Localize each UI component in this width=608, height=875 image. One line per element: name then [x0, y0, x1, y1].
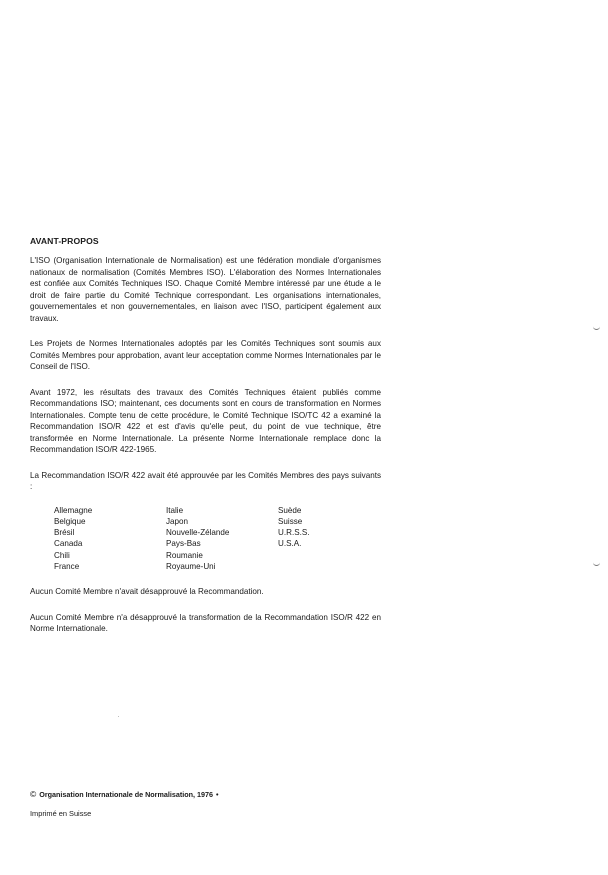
foreword-paragraph-approval: La Recommandation ISO/R 422 avait été approuvée par les Comités Membres des pays suivants :: [30, 470, 381, 491]
country-name: [278, 561, 378, 572]
foreword-paragraph-iso: L'ISO (Organisation Internationale de Normalisation) est une fédération mondiale d'organismes nationaux de normalisation (Comités Membres ISO). L'élaboration des Normes Internationales est confiée aux Comités Techniques ISO. Chaque Comité Membre intéressé par une étude a le droit de faire partie du Comité Technique correspondant. Les organisations internationales, gouvernementales et non gouvernementales, en liaison avec l'ISO, participent également aux travaux.: [30, 256, 381, 323]
country-name: Canada: [54, 539, 83, 549]
country-name: U.R.S.S.: [278, 528, 310, 538]
country-name: Belgique: [54, 516, 86, 526]
foreword-paragraph-transformation: Aucun Comité Membre n'a désapprouvé la transformation de la Recommandation ISO/R 422 en Norme Internationale.: [30, 612, 381, 634]
country-name: Italie: [166, 505, 184, 515]
country-name: Japon: [166, 516, 189, 526]
country-name: France: [54, 561, 80, 571]
country-name: Pays-Bas: [166, 539, 201, 549]
margin-tick-mark: [593, 326, 600, 330]
margin-tick-mark: [593, 562, 600, 566]
bullet-icon: •: [216, 790, 219, 799]
country-name: U.S.A.: [278, 539, 302, 549]
scan-speck: [118, 716, 119, 717]
country-name: [278, 550, 378, 561]
foreword-section: [30, 236, 381, 635]
approving-countries-list: [54, 505, 381, 573]
foreword-paragraph-projects: Les Projets de Normes Internationales adoptés par les Comités Techniques sont soumis aux Comités Membres pour approbation, avant leur acceptation comme Normes Internationales par le Conseil de l'ISO.: [30, 339, 381, 371]
foreword-paragraph-before-1972: Avant 1972, les résultats des travaux des Comités Techniques étaient publiés comme Recommandations ISO; maintenant, ces documents sont en cours de transformation en Normes Internationales. Compte tenu de cette procédure, le Comité Technique ISO/TC 42 a examiné la Recommandation ISO/R 422 et est d'avis qu'elle peut, du point de vue technique, être transformée en Norme Internationale. La présente Norme Internationale remplace donc la Recommandation ISO/R 422-1965.: [30, 387, 381, 454]
copyright-line: [30, 789, 219, 799]
copyright-text: Organisation Internationale de Normalisation, 1976: [39, 790, 214, 799]
printed-in-note: Imprimé en Suisse: [30, 809, 92, 818]
country-name: Suisse: [278, 516, 303, 526]
foreword-paragraph-no-disapproval: Aucun Comité Membre n'avait désapprouvé la Recommandation.: [30, 587, 264, 597]
country-name: Nouvelle-Zélande: [166, 528, 230, 538]
country-name: Roumanie: [166, 550, 203, 560]
country-name: Chili: [54, 550, 70, 560]
country-name: Suède: [278, 505, 302, 515]
country-name: Allemagne: [54, 505, 93, 515]
country-name: Royaume-Uni: [166, 561, 216, 571]
country-name: Brésil: [54, 528, 75, 538]
copyright-icon: ©: [30, 789, 37, 799]
foreword-title: AVANT-PROPOS: [30, 236, 99, 246]
